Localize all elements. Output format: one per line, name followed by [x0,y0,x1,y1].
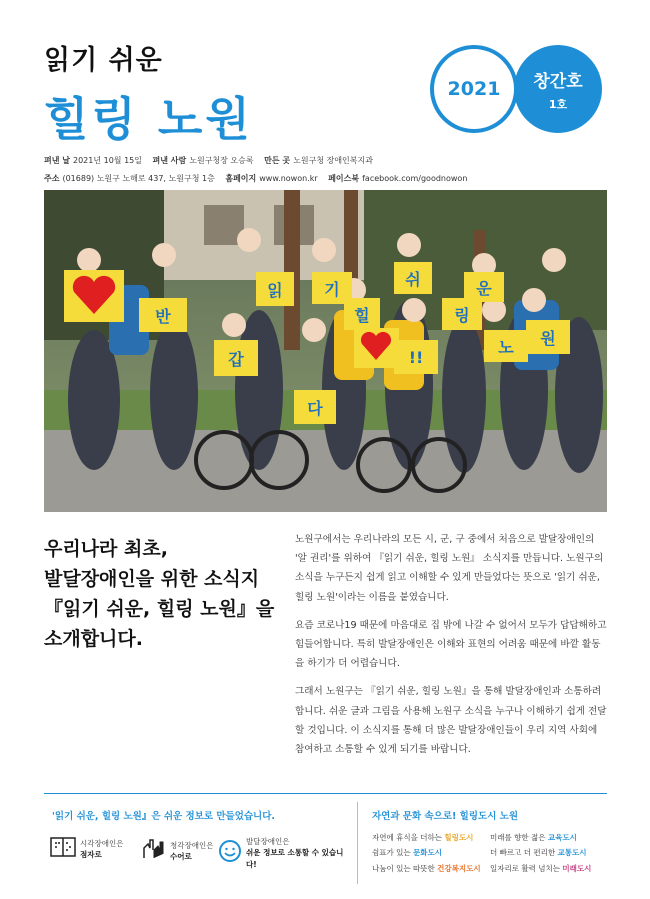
year-ring [430,45,518,133]
city-slogan-text: 쉼표가 있는 [372,848,413,858]
city-slogan-highlight: 미래도시 [562,863,592,873]
city-slogan-text: 더 빠르고 더 편리한 [490,848,558,858]
maker-value: 노원구청 장애인복지과 [293,156,373,165]
city-slogan-highlight: 건강복지도시 [437,863,481,873]
headline-line-1: 우리나라 최초, [44,538,168,560]
homepage-label: 홈페이지 [225,174,257,183]
edition-text: 창간호 [533,71,583,92]
city-slogans-column-2 [490,830,591,876]
publisher-value: 노원구청장 오승록 [189,156,254,165]
facebook-label: 페이스북 [328,174,360,183]
issue-badge [430,45,610,133]
city-slogan-row [372,845,481,860]
maker-label: 만든 곳 [264,156,291,165]
sign-language-item [140,836,213,866]
address-label: 주소 [44,174,60,183]
photo-sign-card: 원 [526,320,570,354]
city-slogan-highlight: 교통도시 [557,848,587,858]
easy-info-value: 쉬운 정보로 소통할 수 있습니다! [246,848,344,869]
photo-sign-card: 읽 [256,272,294,306]
photo-sign-card: 기 [312,272,352,304]
headline-line-4: 소개합니다. [44,628,143,651]
photo-sign-card: 힐 [344,298,380,330]
photo-sign-card: 다 [294,390,336,424]
publication-info [44,155,373,166]
city-slogan-highlight: 문화도시 [413,848,442,858]
photo-sign-card: !! [394,340,438,374]
issue-number: 1호 [548,97,568,111]
date-label: 펴낸 날 [44,156,70,165]
city-slogan-row [372,861,481,876]
braille-value: 점자로 [80,850,102,859]
braille-book-icon [50,836,76,862]
easy-info-item [218,836,350,870]
photo-sign-card: 반 [139,298,187,332]
photo-sign-card: 갑 [214,340,258,376]
photo-sign-card: 쉬 [394,262,432,294]
city-slogan-title: 자연과 문화 속으로! 힐링도시 노원 [372,811,519,822]
city-slogan-highlight: 교육도시 [547,833,577,842]
city-slogan-text: 일자리로 활력 넘치는 [490,863,563,873]
publisher-label: 펴낸 사람 [152,156,187,165]
city-slogan-text: 자연에 휴식을 더하는 [372,833,445,842]
headline [44,534,289,654]
braille-item [50,836,123,862]
city-slogan-text: 미래를 향한 젊은 [490,833,548,842]
photo-sign-card: 운 [464,272,504,302]
date-value: 2021년 10월 15일 [72,156,142,165]
masthead [44,38,253,149]
smiley-face-icon [218,839,242,867]
headline-line-2: 발달장애인을 위한 소식지 [44,568,260,591]
city-slogan-row [490,830,591,845]
photo-sign-card: 노 [484,330,528,362]
sign-language-hands-icon [140,836,166,866]
city-slogan-row [372,830,481,845]
masthead-title: 힐링 노원 [44,92,253,146]
facebook-link[interactable]: facebook.com/goodnowon [362,174,468,183]
sign-language-value: 수어로 [170,852,192,861]
homepage-link[interactable]: www.nowon.kr [259,174,318,183]
contact-info [44,173,467,184]
masthead-subtitle: 읽기 쉬운 [44,45,163,76]
sign-language-label: 청각장애인은 [170,840,214,850]
year-text: 2021 [447,78,501,100]
paragraph-3: 그래서 노원구는 『읽기 쉬운, 힐링 노원』을 통해 발달장애인과 소통하려 합니다. 쉬운 글과 그림을 사용해 노원구 소식을 누구나 이해하기 쉽게 전달할 것입니다. 이 소식지를 통해 더 많은 발달장애인들이 우리 지역 사회에 참여하고 소통할 수 있게 되기를 바랍니다. [295,686,607,755]
edition-circle [514,45,602,133]
city-slogan-text: 나눔이 있는 따뜻한 [372,863,438,873]
city-slogan-highlight: 힐링도시 [444,833,474,842]
paragraph-1: 노원구에서는 우리나라의 모든 시, 군, 구 중에서 처음으로 발달장애인의 '알 권리'를 위하여 『읽기 쉬운, 힐링 노원』 소식지를 만듭니다. 노원구의 소식을 누구든지 쉽게 읽고 이해할 수 있게 만들었다는 뜻으로 '읽기 쉬운, 힐링 노원'이라는 이름을 붙였습니다. [295,534,604,603]
footer-column-divider [357,802,358,884]
address-value: (01689) 노원구 노해로 437, 노원구청 1층 [62,174,215,183]
accessibility-title: '읽기 쉬운, 힐링 노원』은 쉬운 정보로 만들었습니다. [52,811,276,822]
easy-info-label: 발달장애인은 [246,837,290,846]
photo-sign-card: 링 [442,298,482,330]
city-slogans-column-1 [372,830,481,876]
paragraph-2: 요즘 코로나19 때문에 마음대로 집 밖에 나갈 수 없어서 모두가 답답해하고 힘들어합니다. 특히 발달장애인은 이해와 표현의 어려움 때문에 바깥 활동을 하기가 더 어렵습니다. [295,619,607,670]
braille-label: 시각장애인은 [80,838,124,848]
city-slogan-row [490,861,591,876]
article-body [295,530,607,768]
group-photo [44,190,607,512]
footer-divider [44,793,607,794]
headline-line-3: 『읽기 쉬운, 힐링 노원』을 [44,598,275,621]
city-slogan-row [490,845,591,860]
